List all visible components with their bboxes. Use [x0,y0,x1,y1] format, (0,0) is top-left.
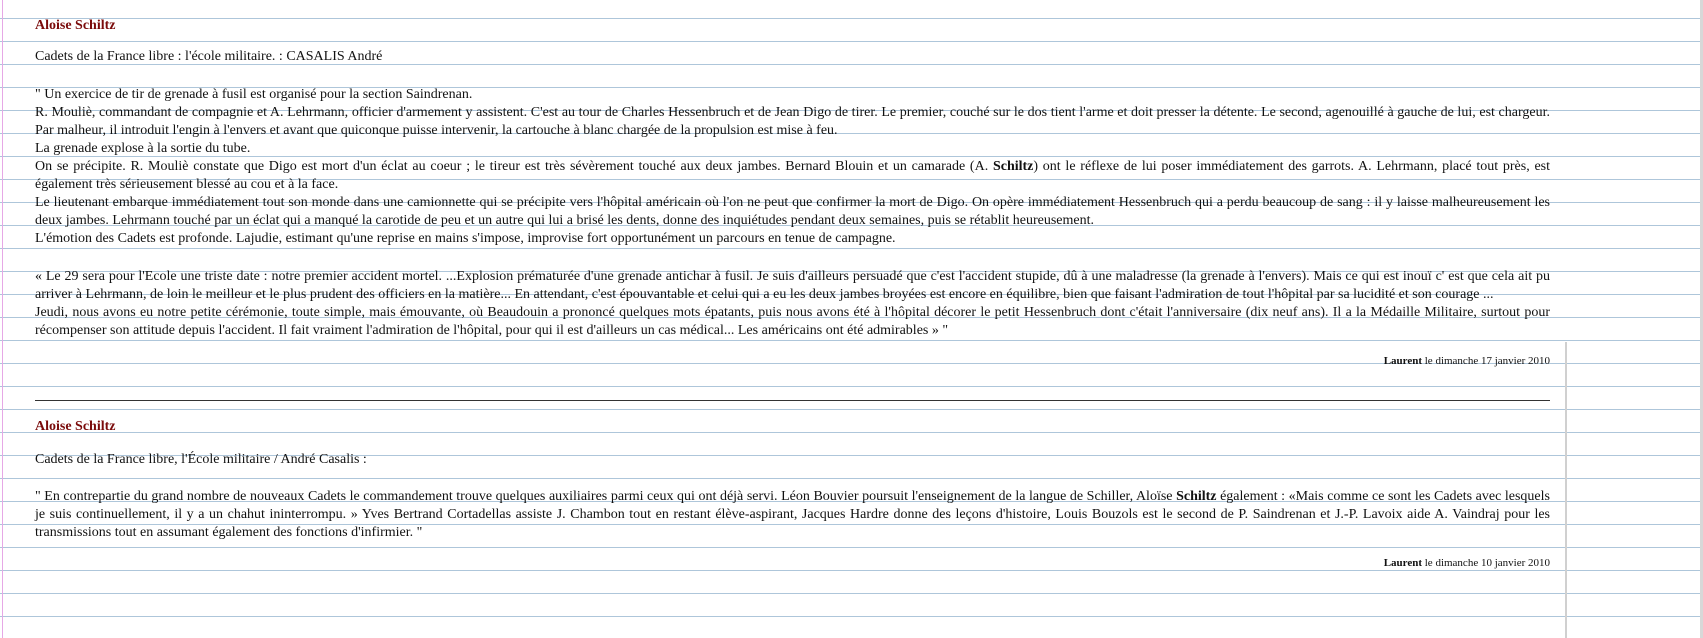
text-segment: On se précipite. R. Mouliè constate que Digo est mort d'un éclat au coeur ; le tireur est très sévèrement touché aux deux jambes. Bernard Blouin et un camarade (A. [35,159,993,174]
quote-line: Jeudi, nous avons eu notre petite cérémonie, toute simple, mais émouvante, où Beaudouin a prononcé quelques mots épatants, puis nous avons été à l'hôpital décorer le petit Hessenbruch dont c'était l'anniversaire (dix neuf ans). Il a la Médaille Militaire, surtout pour récompenser son attitude depuis l'accident. Il fait vraiment l'admiration de l'hôpital, pour qui il est d'ailleurs un cas médical... Les américains ont été admirables » " [35,305,1550,338]
signature-date: le dimanche 10 janvier 2010 [1422,557,1550,569]
quote-block [35,268,1550,340]
text-segment: " En contrepartie du grand nombre de nouveaux Cadets le commandement trouve quelques auxiliaires parmi ceux qui ont déjà servi. Léon Bouvier poursuit l'enseignement de la langue de Schiller, Aloïse [35,489,1177,504]
signature-date: le dimanche 17 janvier 2010 [1422,355,1550,367]
entry-divider [35,400,1550,401]
quote-line: L'émotion des Cadets est profonde. Lajudie, estimant qu'une reprise en mains s'impose, improvise fort opportunément un parcours en tenue de campagne. [35,231,896,246]
comment-source: Cadets de la France libre, l'École militaire / André Casalis : [35,452,367,467]
comment-author: Aloise Schiltz [35,18,116,33]
quote-line: Le lieutenant embarque immédiatement tout son monde dans une camionnette qui se précipite vers l'hôpital américain où l'on ne peut que confirmer la mort de Digo. On opère immédiatement Hessenbruch qui a perdu beaucoup de sang : il y laisse malheureusement les deux jambes. Lehrmann touché par un éclat qui a manqué la carotide de peu et un autre qui lui a brisé les dents, donne des inquiétudes pendant deux semaines, puis se rétablit heureusement. [35,195,1550,228]
signature-author: Laurent [1383,557,1422,569]
quote-line: La grenade explose à la sortie du tube. [35,141,251,156]
signature-author: Laurent [1383,355,1422,367]
comments-list [35,0,1550,368]
quote-line [35,158,1550,194]
quote-block [35,86,1550,248]
quote-line [35,488,1550,542]
text-segment: ) ont le réflexe de lui poser immédiatement des garrots. A. Lehrmann, placé tout près, est également très sérieusement blessé au cou et à la face. [35,159,1550,192]
comment-entry [35,418,1550,570]
content-border [1565,342,1567,638]
quote-line: « Le 29 sera pour l'Ecole une triste date : notre premier accident mortel. ...Explosion prématurée d'une grenade antichar à fusil. Je suis d'ailleurs persuadé que c'est l'accident stupide, dû à une maladresse (la grenade à l'envers). Mais ce qui est inouï c' est que cela ait pu arriver à Lehrmann, de loin le meilleur et le plus prudent des officiers en la matière... En attendant, c'est épouvantable et celui qui a eu les deux jambes broyées est encore en équilibre, bien que faisant l'admiration de tout l'hôpital par sa lucidité et son courage ... [35,269,1550,302]
text-segment: également : «Mais comme ce sont les Cadets avec lesquels je suis continuellement, il y a un chahut ininterrompu. » Yves Bertrand Cortadellas assiste J. Chambon tout en restant élève-aspirant, Jacques Hardre donne des leçons d'histoire, Louis Bouzols est le second de P. Saindrenan et J.-P. Lavoix aide A. Vaindraj pour les transmissions tout en assumant également des fonctions d'infirmier. " [35,489,1550,540]
notebook-margin-line [2,0,3,638]
comments-list-2 [35,418,1550,570]
highlighted-name: Schiltz [1176,489,1217,504]
comment-source: Cadets de la France libre : l'école militaire. : CASALIS André [35,49,383,64]
comment-author: Aloise Schiltz [35,419,116,434]
comment-signature [35,556,1550,570]
quote-line: " Un exercice de tir de grenade à fusil est organisé pour la section Saindrenan. [35,87,473,102]
comment-signature [35,354,1550,368]
comment-entry [35,0,1550,368]
highlighted-name: Schiltz [992,159,1034,174]
quote-block [35,488,1550,542]
quote-line: R. Mouliè, commandant de compagnie et A. Lehrmann, officier d'armement y assistent. C'est au tour de Charles Hessenbruch et de Jean Digo de tirer. Le premier, couché sur le dos tient l'arme et doit presser la détente. Le second, agenouillé à gauche de lui, est chargeur. Par malheur, il introduit l'engin à l'envers et avant que quiconque puisse intervenir, la cartouche à blanc chargée de la propulsion est mise à feu. [35,105,1550,138]
